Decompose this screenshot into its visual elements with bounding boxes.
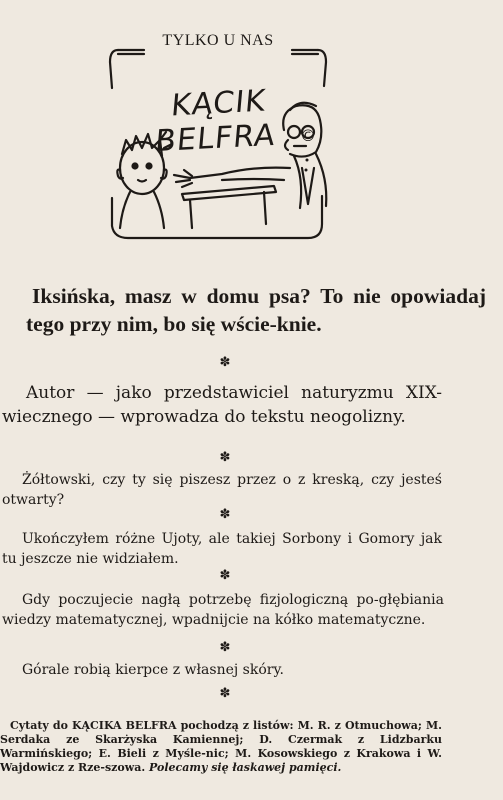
separator-asterisk: ✽	[219, 355, 231, 370]
separator-asterisk: ✽	[219, 507, 231, 522]
logo-title: KĄCIK BELFRA	[153, 83, 278, 160]
credits-text: Cytaty do KĄCIKA BELFRA pochodzą z listów: M. R. z Otmuchowa; M. Serdaka ze Skarżyska Kamiennej; D. Czermak z Lidzbarku Warmińskiego; E. Bieli z Myśle-nic; M. Kosowskiego z Krakowa i W. Wajdowicz z Rze-szowa.	[0, 719, 442, 774]
joke-5: Gdy poczujecie nagłą potrzebę fizjologiczną po-głębiania wiedzy matematycznej, wpadnijcie na kółko matematyczne.	[2, 592, 444, 628]
separator-asterisk: ✽	[219, 568, 231, 583]
joke-1: Iksińska, masz w domu psa? To nie opowiadaj tego przy nim, bo się wście-knie.	[26, 284, 486, 336]
joke-4: Ukończyłem różne Ujoty, ale takiej Sorbony i Gomory jak tu jeszcze nie widziałem.	[2, 531, 442, 567]
separator-asterisk: ✽	[219, 640, 231, 655]
separator-asterisk: ✽	[219, 450, 231, 465]
separator-asterisk: ✽	[219, 686, 231, 701]
logo-top-line: TYLKO U NAS	[162, 32, 274, 49]
joke-2: Autor — jako przedstawiciel naturyzmu XIX-wiecznego — wprowadza do tekstu neogolizny.	[2, 383, 442, 427]
credits-closing: Polecamy się łaskawej pamięci.	[149, 761, 342, 774]
joke-3: Żółtowski, czy ty się piszesz przez o z kreską, czy jesteś otwarty?	[2, 472, 442, 508]
copyright-mark: ©	[300, 126, 316, 145]
credits-footer	[0, 719, 442, 775]
kacik-belfra-logo	[104, 28, 332, 246]
joke-6: Górale robią kierpce z własnej skóry.	[22, 662, 284, 678]
